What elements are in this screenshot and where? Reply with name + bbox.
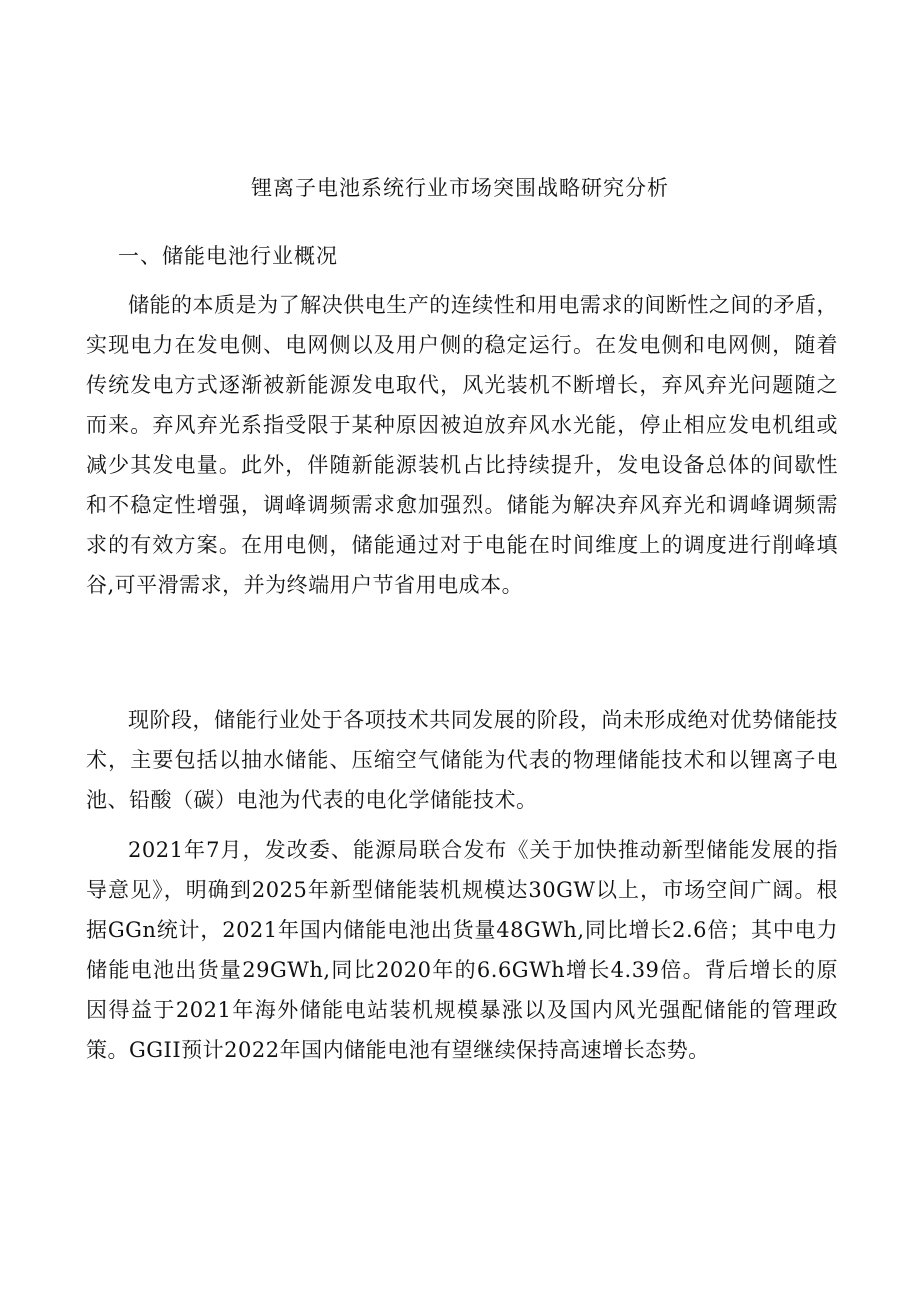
document-title: 锂离子电池系统行业市场突围战略研究分析 [251, 176, 669, 200]
paragraph-policy-and-shipments: 2021年7月，发改委、能源局联合发布《关于加快推动新型储能发展的指导意见》，明确到2025年新型储能装机规模达30GW以上，市场空间广阔。根据GGn统计，2021年国内储能电池出货量48GWh,同比增长2.6倍；其中电力储能电池出货量29GWh,同比2020年的6.6GWh增长4.39倍。背后增长的原因得益于2021年海外储能电站装机规模暴涨以及国内风光强配储能的管理政策。GGII预计2022年国内储能电池有望继续保持高速增长态势。 [86, 838, 838, 1062]
section-heading: 一、储能电池行业概况 [118, 244, 338, 268]
paragraph-energy-storage-essence: 储能的本质是为了解决供电生产的连续性和用电需求的间断性之间的矛盾，实现电力在发电侧、电网侧以及用户侧的稳定运行。在发电侧和电网侧，随着传统发电方式逐渐被新能源发电取代，风光装机不断增长，弃风弃光问题随之而来。弃风弃光系指受限于某种原因被迫放弃风水光能，停止相应发电机组或减少其发电量。此外，伴随新能源装机占比持续提升，发电设备总体的间歇性和不稳定性增强，调峰调频需求愈加强烈。储能为解决弃风弃光和调峰调频需求的有效方案。在用电侧，储能通过对于电能在时间维度上的调度进行削峰填谷,可平滑需求，并为终端用户节省用电成本。 [86, 293, 838, 597]
paragraph-current-stage: 现阶段，储能行业处于各项技术共同发展的阶段，尚未形成绝对优势储能技术，主要包括以抽水储能、压缩空气储能为代表的物理储能技术和以锂离子电池、铅酸（碳）电池为代表的电化学储能技术。 [86, 708, 838, 812]
